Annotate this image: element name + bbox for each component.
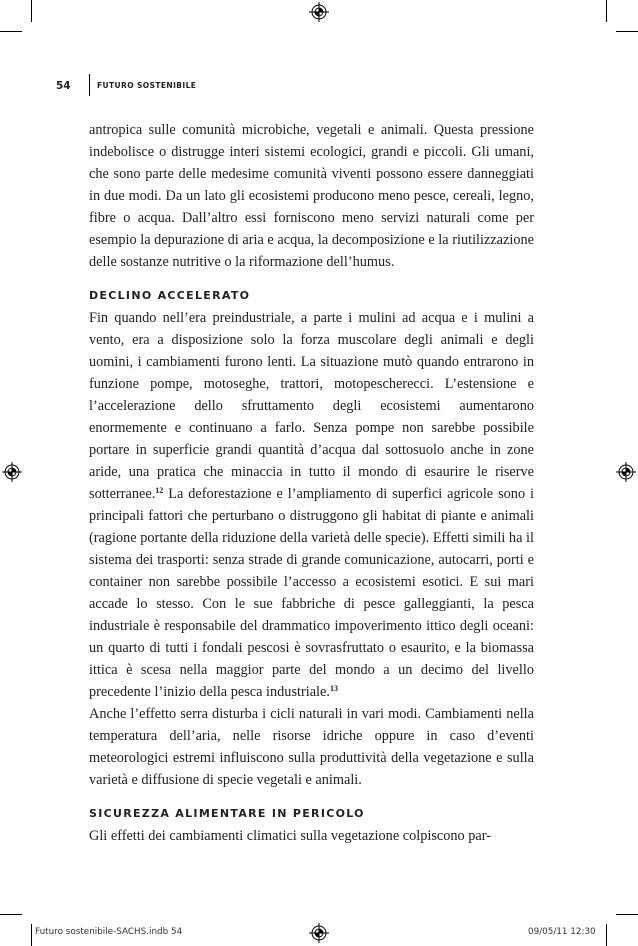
footer-filename: Futuro sostenibile-SACHS.indb 54 bbox=[35, 927, 183, 937]
crop-mark-bottom-right-v bbox=[606, 924, 607, 946]
registration-mark-left-icon bbox=[2, 462, 22, 482]
crop-mark-bottom-left-v bbox=[31, 924, 32, 946]
header-divider bbox=[89, 74, 90, 96]
paragraph-text: La deforestazione e l’ampliamento di superfici agricole sono i principali fattori che perturbano o distruggono gli habitat di piante e animali (ragione portante della riduzione della varietà delle specie). Effetti simili ha il sistema dei trasporti: senza strade di grande comunicazione, autocarri, porti e container non sarebbe possibile l’accesso a ecosistemi esotici. E sui mari accade lo stesso. Con le sue fabbriche di pesce galleggianti, la pesca industriale è responsabile del drammatico impoverimento ittico degli oceani: un quarto di tutti i fondali pescosi è sovrasfruttato o esaurito, e la biomassa ittica è scesa nella maggior parte del mondo a un decimo del livello precedente l’inizio della pesca industriale. bbox=[89, 486, 534, 700]
footnote-ref-13[interactable]: 13 bbox=[329, 684, 338, 693]
paragraph bbox=[89, 307, 534, 703]
registration-mark-right-icon bbox=[616, 462, 636, 482]
registration-mark-bottom-icon bbox=[309, 923, 329, 943]
crop-mark-top-left-h bbox=[0, 31, 22, 32]
registration-mark-top-icon bbox=[309, 2, 329, 22]
footnote-ref-12[interactable]: 12 bbox=[155, 486, 164, 495]
paragraph: Gli effetti dei cambiamenti climatici sulla vegetazione colpiscono par- bbox=[89, 828, 491, 844]
paragraph: antropica sulle comunità microbiche, vegetali e animali. Questa pressione indebolisce o distrugge interi sistemi ecologici, grandi e piccoli. Gli umani, che sono parte delle medesime comunità viventi possono essere danneggiati in due modi. Da un lato gli ecosistemi producono meno pesce, cereali, legno, fibre o acqua. Dall’altro essi forniscono meno servizi naturali come per esempio la depurazione di aria e acqua, la decomposizione e la riutilizzazione delle sostanze nutritive o la riformazione dell’humus. bbox=[89, 122, 534, 270]
crop-mark-bottom-left-h bbox=[0, 914, 22, 915]
footer-datetime: 09/05/11 12:30 bbox=[528, 927, 596, 937]
section-heading: SICUREZZA ALIMENTARE IN PERICOLO bbox=[89, 807, 365, 820]
body-text bbox=[89, 119, 534, 847]
crop-mark-bottom-right-h bbox=[616, 914, 638, 915]
crop-mark-top-left-v bbox=[31, 0, 32, 22]
running-title: FUTURO SOSTENIBILE bbox=[97, 81, 197, 90]
crop-mark-top-right-h bbox=[616, 31, 638, 32]
crop-mark-top-right-v bbox=[606, 0, 607, 22]
paragraph: Anche l’effetto serra disturba i cicli naturali in vari modi. Cambiamenti nella temperatura dell’aria, nelle risorse idriche oppure in caso d’eventi meteorologici estremi influiscono sulla produttività della vegetazione e sulla varietà e diffusione di specie vegetali e animali. bbox=[89, 706, 534, 788]
page-number: 54 bbox=[56, 80, 71, 92]
section-heading: DECLINO ACCELERATO bbox=[89, 289, 251, 302]
paragraph-text: Fin quando nell’era preindustriale, a parte i mulini ad acqua e i mulini a vento, era a disposizione solo la forza muscolare degli animali e degli uomini, i cambiamenti furono lenti. La situazione mutò quando entrarono in funzione pompe, motoseghe, trattori, motopescherecci. L’estensione e l’accelerazione dello sfruttamento degli ecosistemi aumentarono enormemente e continuano a farlo. Senza pompe non sarebbe possibile portare in superficie grandi quantità d’acqua dal sottosuolo anche in zone aride, una pratica che minaccia in tutto il mondo di esaurire le riserve sotterranee. bbox=[89, 310, 534, 502]
